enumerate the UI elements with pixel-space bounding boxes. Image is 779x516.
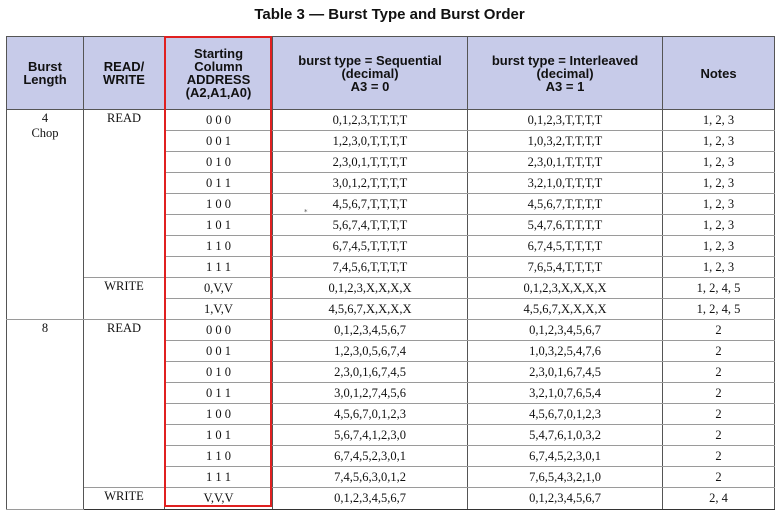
table-row [7,110,775,131]
header-notes: Notes [663,37,775,110]
notes-cell: 1, 2, 3 [663,215,775,236]
interleaved-order-cell: 6,7,4,5,T,T,T,T [468,236,663,257]
interleaved-order-cell: 2,3,0,1,6,7,4,5 [468,362,663,383]
notes-cell: 1, 2, 4, 5 [663,278,775,299]
notes-cell: 2 [663,320,775,341]
start-address-cell: 1 1 0 [165,446,273,467]
sequential-order-cell: 7,4,5,6,T,T,T,T [273,257,468,278]
burst-order-table [6,36,775,510]
notes-cell: 1, 2, 3 [663,152,775,173]
interleaved-order-cell: 0,1,2,3,4,5,6,7 [468,488,663,510]
start-address-cell: 0 1 1 [165,383,273,404]
start-address-cell: 1 0 1 [165,215,273,236]
start-address-cell: 0,V,V [165,278,273,299]
notes-cell: 2, 4 [663,488,775,510]
interleaved-order-cell: 0,1,2,3,T,T,T,T [468,110,663,131]
notes-cell: 2 [663,341,775,362]
sequential-order-cell: 0,1,2,3,4,5,6,7 [273,320,468,341]
notes-cell: 2 [663,362,775,383]
sequential-order-cell: 3,0,1,2,7,4,5,6 [273,383,468,404]
header-burst-length: Burst Length [7,37,84,110]
burst-length-cell: 4 Chop [7,110,84,320]
interleaved-order-cell: 0,1,2,3,4,5,6,7 [468,320,663,341]
sequential-order-cell: 7,4,5,6,3,0,1,2 [273,467,468,488]
notes-cell: 1, 2, 3 [663,131,775,152]
notes-cell: 1, 2, 4, 5 [663,299,775,320]
sequential-order-cell: 2,3,0,1,T,T,T,T [273,152,468,173]
interleaved-order-cell: 1,0,3,2,T,T,T,T [468,131,663,152]
start-address-cell: 1 1 1 [165,467,273,488]
table-row [7,278,775,299]
read-write-cell: READ [84,110,165,278]
notes-cell: 2 [663,404,775,425]
sequential-order-cell: 4,5,6,7,X,X,X,X [273,299,468,320]
read-write-cell: WRITE [84,488,165,510]
interleaved-order-cell: 6,7,4,5,2,3,0,1 [468,446,663,467]
table-title: Table 3 — Burst Type and Burst Order [254,6,525,23]
interleaved-order-cell: 1,0,3,2,5,4,7,6 [468,341,663,362]
start-address-cell: 0 0 1 [165,131,273,152]
table-row [7,320,775,341]
sequential-order-cell: 4,5,6,7,T,T,T,T [273,194,468,215]
sequential-order-cell: 1,2,3,0,T,T,T,T [273,131,468,152]
notes-cell: 2 [663,446,775,467]
sequential-order-cell: 2,3,0,1,6,7,4,5 [273,362,468,383]
header-interleaved: burst type = Interleaved (decimal) A3 = 1 [468,37,663,110]
start-address-cell: 1 0 1 [165,425,273,446]
header-row [7,37,775,110]
start-address-cell: 0 1 0 [165,362,273,383]
start-address-cell: 1,V,V [165,299,273,320]
sequential-order-cell: 3,0,1,2,T,T,T,T [273,173,468,194]
sequential-order-cell: 5,6,7,4,1,2,3,0 [273,425,468,446]
interleaved-order-cell: 3,2,1,0,7,6,5,4 [468,383,663,404]
interleaved-order-cell: 5,4,7,6,1,0,3,2 [468,425,663,446]
sequential-order-cell: 4,5,6,7,0,1,2,3 [273,404,468,425]
header-sequential: burst type = Sequential (decimal) A3 = 0 [273,37,468,110]
table-row [7,488,775,510]
sequential-order-cell: 6,7,4,5,T,T,T,T [273,236,468,257]
start-address-cell: 1 0 0 [165,194,273,215]
header-read-write: READ/ WRITE [84,37,165,110]
notes-cell: 2 [663,425,775,446]
notes-cell: 1, 2, 3 [663,236,775,257]
start-address-cell: 1 1 1 [165,257,273,278]
read-write-cell: WRITE [84,278,165,320]
interleaved-order-cell: 4,5,6,7,0,1,2,3 [468,404,663,425]
start-address-cell: 1 0 0 [165,404,273,425]
notes-cell: 2 [663,383,775,404]
interleaved-order-cell: 5,4,7,6,T,T,T,T [468,215,663,236]
notes-cell: 1, 2, 3 [663,110,775,131]
start-address-cell: 0 0 0 [165,320,273,341]
interleaved-order-cell: 7,6,5,4,3,2,1,0 [468,467,663,488]
interleaved-order-cell: 2,3,0,1,T,T,T,T [468,152,663,173]
sequential-order-cell: 0,1,2,3,T,T,T,T [273,110,468,131]
start-address-cell: V,V,V [165,488,273,510]
start-address-cell: 0 0 0 [165,110,273,131]
notes-cell: 1, 2, 3 [663,194,775,215]
table-body [7,110,775,510]
interleaved-order-cell: 3,2,1,0,T,T,T,T [468,173,663,194]
start-address-cell: 0 1 0 [165,152,273,173]
interleaved-order-cell: 7,6,5,4,T,T,T,T [468,257,663,278]
sequential-order-cell: 6,7,4,5,2,3,0,1 [273,446,468,467]
burst-length-cell: 8 [7,320,84,510]
read-write-cell: READ [84,320,165,488]
sequential-order-cell: 0,1,2,3,X,X,X,X [273,278,468,299]
stray-mark: * [304,208,308,216]
notes-cell: 1, 2, 3 [663,257,775,278]
interleaved-order-cell: 0,1,2,3,X,X,X,X [468,278,663,299]
interleaved-order-cell: 4,5,6,7,T,T,T,T [468,194,663,215]
notes-cell: 2 [663,467,775,488]
header-starting-column-address: Starting Column ADDRESS (A2,A1,A0) [165,37,273,110]
start-address-cell: 0 1 1 [165,173,273,194]
sequential-order-cell: 0,1,2,3,4,5,6,7 [273,488,468,510]
start-address-cell: 1 1 0 [165,236,273,257]
sequential-order-cell: 5,6,7,4,T,T,T,T [273,215,468,236]
notes-cell: 1, 2, 3 [663,173,775,194]
interleaved-order-cell: 4,5,6,7,X,X,X,X [468,299,663,320]
sequential-order-cell: 1,2,3,0,5,6,7,4 [273,341,468,362]
start-address-cell: 0 0 1 [165,341,273,362]
